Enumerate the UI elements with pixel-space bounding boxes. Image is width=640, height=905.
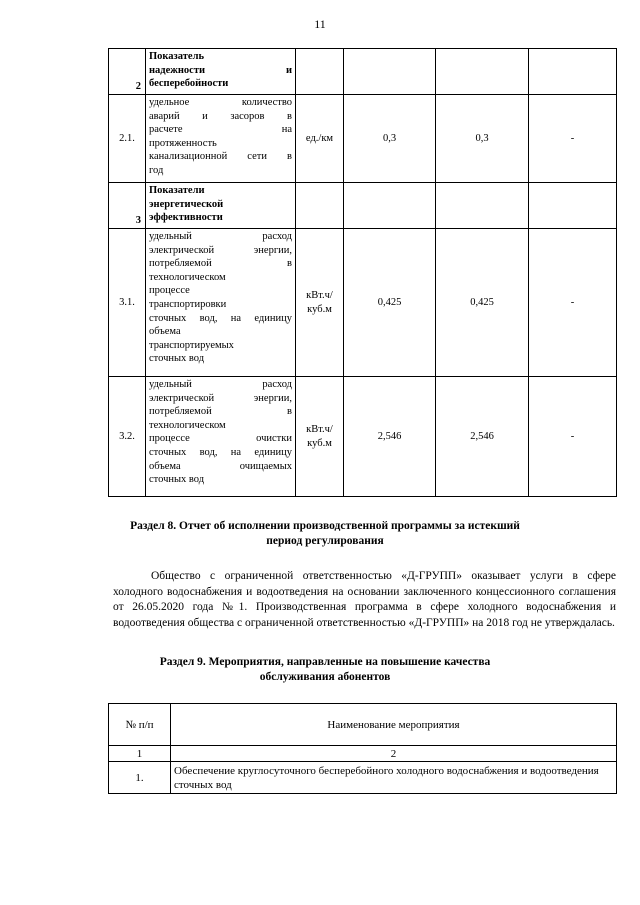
description-line: удельный расход	[149, 231, 292, 242]
table-row	[109, 183, 617, 229]
description-line: удельное количество	[149, 97, 292, 108]
index-num: 1	[109, 746, 171, 762]
description-line: электрической энергии,	[149, 244, 292, 256]
indicator-description	[146, 49, 296, 95]
description-line: бесперебойности	[149, 78, 229, 90]
measures-header-row	[109, 704, 617, 746]
unit-cell: кВт.ч/ куб.м	[296, 229, 344, 377]
row-number: 2	[109, 49, 146, 95]
section8-title: Раздел 8. Отчет об исполнении производственной программы за истекший период регулирования	[130, 520, 520, 547]
description-line: технологическом	[149, 419, 226, 431]
table-row	[109, 49, 617, 95]
description-line: Показатель	[149, 51, 205, 62]
unit-cell: кВт.ч/ куб.м	[296, 377, 344, 497]
value-cell: 0,425	[436, 229, 529, 377]
description-line: объема	[149, 326, 181, 338]
value-cell: -	[529, 229, 617, 377]
value-cell: 0,425	[344, 229, 436, 377]
table-row	[109, 762, 617, 794]
unit-cell: ед./км	[296, 95, 344, 183]
measures-index-row	[109, 746, 617, 762]
row-number: 3	[109, 183, 146, 229]
description-line: расчете на	[149, 124, 292, 136]
value-cell: 2,546	[436, 377, 529, 497]
description-line: эффективности	[149, 212, 223, 224]
row-number: 3.2.	[109, 377, 146, 497]
row-number: 3.1.	[109, 229, 146, 377]
table-row	[109, 229, 617, 377]
indicator-description	[146, 229, 296, 377]
unit-cell	[296, 183, 344, 229]
value-cell: 0,3	[344, 95, 436, 183]
description-line: транспортировки	[149, 298, 227, 310]
description-line: объема очищаемых	[149, 460, 292, 472]
header-name: Наименование мероприятия	[171, 704, 617, 746]
description-line: электрической энергии,	[149, 392, 292, 404]
indicators-table	[108, 48, 617, 497]
description-line: потребляемой в	[149, 258, 292, 270]
value-cell	[344, 183, 436, 229]
description-line: удельный расход	[149, 379, 292, 390]
description-line: аварий и засоров в	[149, 110, 292, 122]
indicator-description	[146, 377, 296, 497]
description-line: год	[149, 164, 164, 176]
value-cell	[344, 49, 436, 95]
measure-name: Обеспечение круглосуточного бесперебойного холодного водоснабжения и водоотведения сточных вод	[171, 762, 617, 794]
unit-cell	[296, 49, 344, 95]
value-cell: -	[529, 95, 617, 183]
description-line: Показатели	[149, 185, 205, 196]
description-line: энергетической	[149, 198, 224, 210]
description-line: процессе	[149, 285, 190, 297]
table-row	[109, 377, 617, 497]
description-line: потребляемой в	[149, 406, 292, 418]
indicator-description	[146, 95, 296, 183]
description-line: сточных вод	[149, 474, 205, 486]
table-row	[109, 95, 617, 183]
value-cell	[436, 183, 529, 229]
section8-paragraph: Общество с ограниченной ответственностью «Д-ГРУПП» оказывает услуги в сфере холодного водоснабжения и водоотведения на основании заключенного концессионного соглашения от 26.05.2020 года №1. Производственная программа в сфере холодного водоснабжения и водоотведения общества с ограниченной ответственностью «Д-ГРУПП» на 2018 год не утверждалась.	[113, 570, 616, 629]
description-line: канализационной сети в	[149, 151, 292, 163]
description-line: транспортируемых	[149, 339, 234, 351]
section9-title: Раздел 9. Мероприятия, направленные на повышение качества обслуживания абонентов	[159, 656, 491, 683]
description-line: технологическом	[149, 271, 226, 283]
row-number: 2.1.	[109, 95, 146, 183]
value-cell	[529, 183, 617, 229]
header-num: № п/п	[109, 704, 171, 746]
description-line: надежности и	[149, 64, 292, 76]
value-cell: 2,546	[344, 377, 436, 497]
description-line: сточных вод, на единицу	[149, 446, 292, 458]
value-cell	[529, 49, 617, 95]
page-number: 11	[314, 17, 326, 31]
index-name: 2	[171, 746, 617, 762]
description-line: сточных вод, на единицу	[149, 312, 292, 324]
value-cell: -	[529, 377, 617, 497]
description-line: процессе очистки	[149, 433, 292, 445]
value-cell: 0,3	[436, 95, 529, 183]
measure-num: 1.	[109, 762, 171, 794]
description-line: протяженность	[149, 137, 217, 149]
description-line: сточных вод	[149, 353, 205, 365]
indicator-description	[146, 183, 296, 229]
value-cell	[436, 49, 529, 95]
measures-table	[108, 703, 617, 794]
